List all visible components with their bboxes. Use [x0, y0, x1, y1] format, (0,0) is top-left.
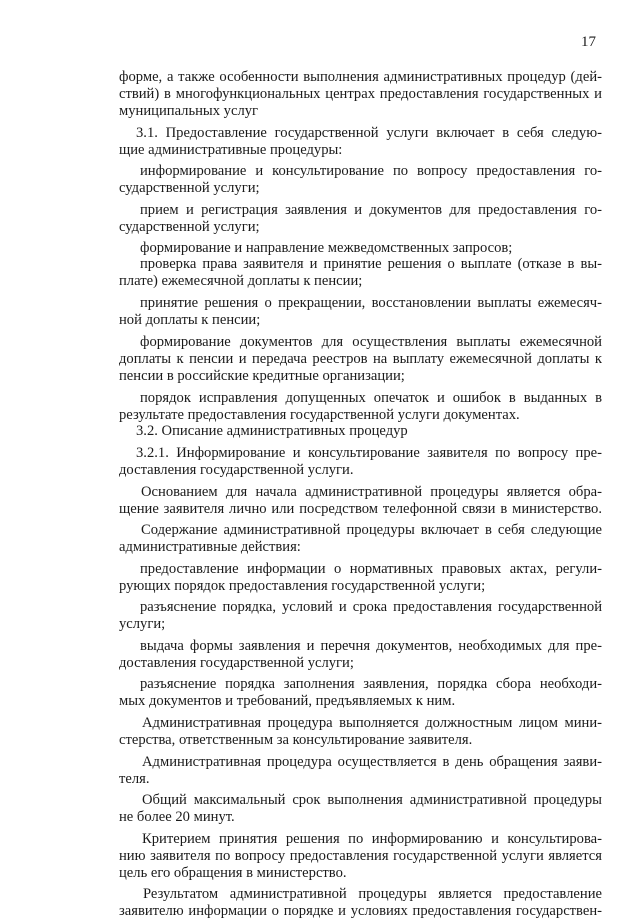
- text-line: принятие решения о прекращении, восстановлении выплаты ежемесяч-: [140, 295, 602, 311]
- text-line: прием и регистрация заявления и документов для предоставления го-: [140, 202, 602, 218]
- text-line: плате) ежемесячной доплаты к пенсии;: [119, 273, 363, 289]
- text-line: разъяснение порядка, условий и срока предоставления государственной: [140, 599, 602, 615]
- text-line: Содержание административной процедуры включает в себя следующие: [141, 522, 602, 538]
- text-line: формирование и направление межведомственных запросов;: [140, 240, 513, 256]
- text-line: доставления государственной услуги;: [119, 655, 354, 671]
- text-line: муниципальных услуг: [119, 103, 259, 119]
- text-line: 3.1. Предоставление государственной услуги включает в себя следую-: [136, 125, 602, 141]
- text-line: не более 20 минут.: [119, 809, 235, 825]
- text-line: разъяснение порядка заполнения заявления, порядка сбора необходи-: [140, 676, 602, 692]
- text-line: сударственной услуги;: [119, 219, 260, 235]
- text-line: ной доплаты к пенсии;: [119, 312, 261, 328]
- text-line: доплаты к пенсии и передача реестров на выплату ежемесячной доплаты к: [119, 351, 602, 367]
- text-line: форме, а также особенности выполнения административных процедур (дей-: [119, 69, 602, 85]
- text-line: порядок исправления допущенных опечаток и ошибок в выданных в: [140, 390, 602, 406]
- text-line: стерства, ответственным за консультирование заявителя.: [119, 732, 473, 748]
- text-line: заявителю информации о порядке и условиях предоставления государствен-: [119, 903, 602, 919]
- text-line: рующих порядок предоставления государственной услуги;: [119, 578, 486, 594]
- text-line: теля.: [119, 771, 150, 787]
- text-line: щение заявителя лично или посредством телефонной связи в министерство.: [119, 501, 602, 517]
- text-line: Административная процедура осуществляется в день обращения заяви-: [142, 754, 602, 770]
- text-line: щие административные процедуры:: [119, 142, 343, 158]
- text-line: цель его обращения в министерство.: [119, 865, 347, 881]
- text-line: доставления государственной услуги.: [119, 462, 354, 478]
- text-line: услуги;: [119, 616, 166, 632]
- text-line: Результатом административной процедуры является предоставление: [143, 886, 602, 902]
- text-line: Основанием для начала административной процедуры является обра-: [141, 484, 602, 500]
- text-line: пенсии в российские кредитные организации;: [119, 368, 405, 384]
- text-line: административные действия:: [119, 539, 301, 555]
- text-line: мых документов и требований, предъявляемых к ним.: [119, 693, 456, 709]
- text-line: Общий максимальный срок выполнения административной процедуры: [142, 792, 602, 808]
- text-line: 3.2.1. Информирование и консультирование заявителя по вопросу пре-: [136, 445, 602, 461]
- text-line: сударственной услуги;: [119, 180, 260, 196]
- text-line: нию заявителя по вопросу предоставления государственной услуги является: [119, 848, 602, 864]
- text-line: ствий) в многофункциональных центрах предоставления государственных и: [119, 86, 602, 102]
- text-line: предоставление информации о нормативных правовых актах, регули-: [140, 561, 602, 577]
- text-line: выдача формы заявления и перечня документов, необходимых для пре-: [140, 638, 602, 654]
- page-number: 17: [581, 34, 596, 50]
- text-line: информирование и консультирование по вопросу предоставления го-: [140, 163, 602, 179]
- text-line: Административная процедура выполняется должностным лицом мини-: [142, 715, 602, 731]
- text-line: 3.2. Описание административных процедур: [136, 423, 408, 439]
- text-line: проверка права заявителя и принятие решения о выплате (отказе в вы-: [140, 256, 602, 272]
- text-line: Критерием принятия решения по информированию и консультирова-: [142, 831, 602, 847]
- text-line: результате предоставления государственной услуги документах.: [119, 407, 520, 423]
- text-line: формирование документов для осуществления выплаты ежемесячной: [140, 334, 602, 350]
